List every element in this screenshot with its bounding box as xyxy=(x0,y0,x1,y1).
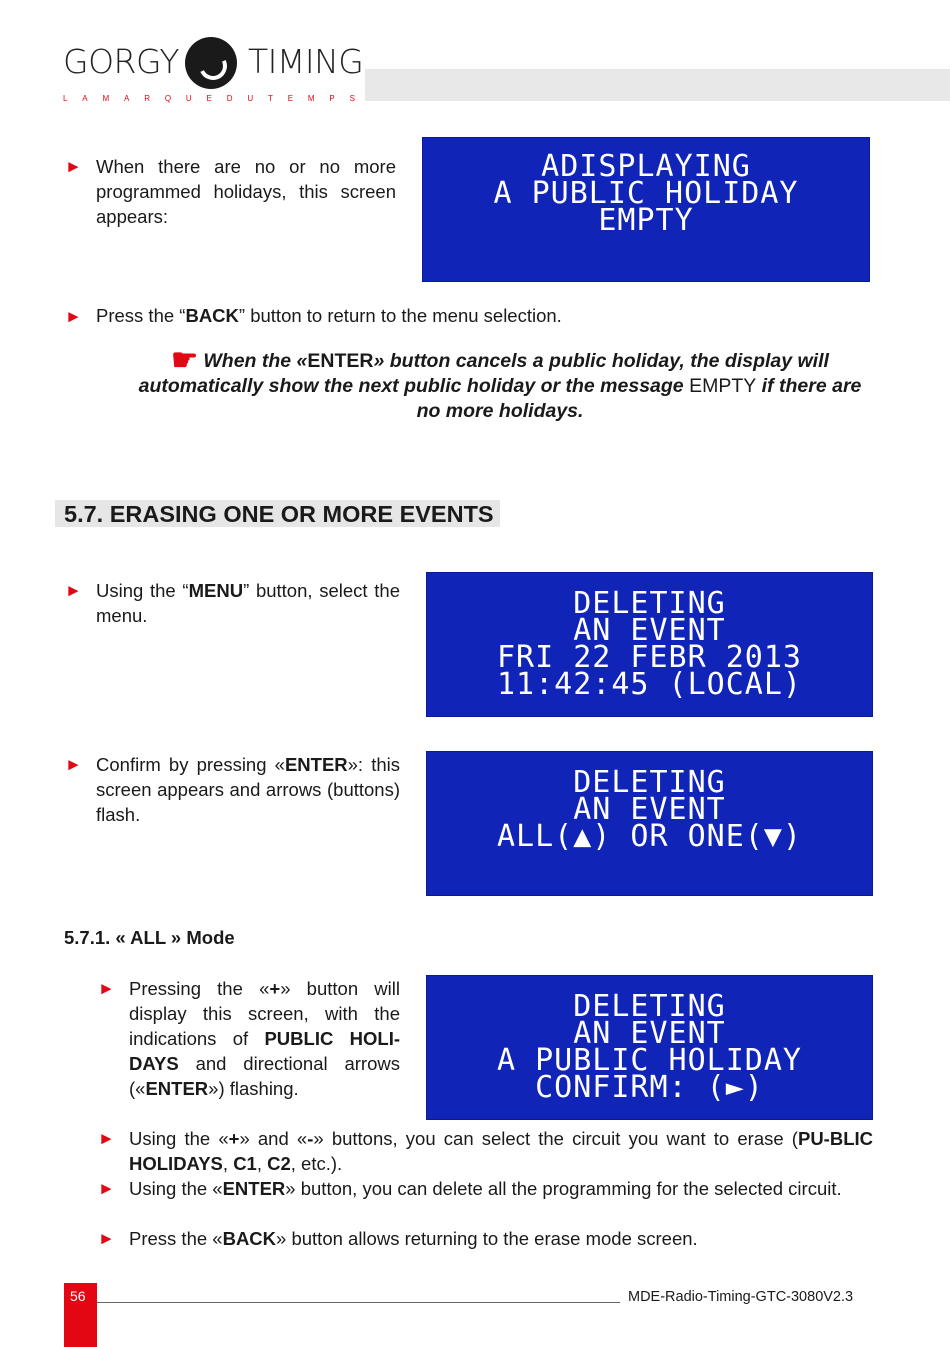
lcd-display-empty xyxy=(422,137,870,282)
pointing-hand-icon: ☛ xyxy=(171,344,198,377)
bullet-icon: ► xyxy=(98,1129,115,1148)
subsection-title: 5.7.1. « ALL » Mode xyxy=(64,927,235,948)
tagline-letter: E xyxy=(206,94,212,103)
tagline-letter: M xyxy=(307,94,315,103)
bullet-icon: ► xyxy=(65,755,82,774)
tagline-letter: P xyxy=(329,94,335,103)
bullet-icon: ► xyxy=(65,157,82,176)
note-enter-cancels: ☛ When the «ENTER» button cancels a public holiday, the display will automatically show the next public holiday or the message EMPTY if there are no more holidays. xyxy=(138,344,862,422)
tagline-letter: A xyxy=(124,94,130,103)
logo-tagline xyxy=(63,94,355,103)
bullet-icon: ► xyxy=(98,1229,115,1248)
page-number: 56 xyxy=(70,1288,86,1304)
bullet-icon: ► xyxy=(98,979,115,998)
paragraph-no-holidays: When there are no or no more programmed holidays, this screen appears: xyxy=(96,156,396,227)
bullet-icon: ► xyxy=(65,307,82,326)
list-item: Press the «BACK» button allows returning to the erase mode screen. xyxy=(129,1228,698,1249)
lcd-line: AN EVENT xyxy=(573,1016,726,1051)
lcd-line: 11:42:45 (LOCAL) xyxy=(497,667,802,702)
tagline-letter: D xyxy=(226,94,233,103)
logo-mark-icon xyxy=(185,37,237,89)
lcd-line: AN EVENT xyxy=(573,613,726,648)
lcd-display-deleting-date xyxy=(426,572,873,717)
lcd-display-confirm xyxy=(426,975,873,1120)
header-bar xyxy=(365,69,950,101)
tagline-letter: E xyxy=(287,94,294,103)
tagline-letter: A xyxy=(82,94,88,103)
lcd-line: DELETING xyxy=(573,765,726,800)
logo-text-left: GORGY xyxy=(63,42,180,81)
bullet-icon: ► xyxy=(65,581,82,600)
lcd-line: AN EVENT xyxy=(573,792,726,827)
lcd-line: ADISPLAYING xyxy=(541,149,751,184)
tagline-letter: M xyxy=(102,94,110,103)
lcd-line: A PUBLIC HOLIDAY xyxy=(497,1043,802,1078)
lcd-line: DELETING xyxy=(573,586,726,621)
section-title: 5.7. ERASING ONE OR MORE EVENTS xyxy=(55,500,500,527)
paragraph-confirm: Confirm by pressing «ENTER»: this screen appears and arrows (buttons) flash. xyxy=(96,754,400,825)
tagline-letter: L xyxy=(63,94,68,103)
document-reference: MDE-Radio-Timing-GTC-3080V2.3 xyxy=(628,1289,854,1305)
paragraph-plus-button: Pressing the «+» button will display this screen, with the indications of PUBLIC HOLI-DAYS and directional arrows («ENTER») flashing. xyxy=(129,978,400,1099)
logo-text-right: TIMING xyxy=(248,42,364,81)
paragraph-back: Press the “BACK” button to return to the menu selection. xyxy=(96,305,562,326)
lcd-line: DELETING xyxy=(573,989,726,1024)
paragraph-menu: Using the “MENU” button, select the menu. xyxy=(96,580,400,626)
bullet-icon: ► xyxy=(98,1179,115,1198)
tagline-letter: S xyxy=(349,94,355,103)
lcd-line: ALL(▲) OR ONE(▼) xyxy=(497,819,802,854)
tagline-letter: R xyxy=(144,94,150,103)
lcd-line: CONFIRM: (►) xyxy=(535,1070,764,1105)
lcd-line: A PUBLIC HOLIDAY xyxy=(493,176,799,211)
lcd-display-all-or-one xyxy=(426,751,873,896)
lcd-line: FRI 22 FEBR 2013 xyxy=(497,640,802,675)
tagline-letter: U xyxy=(185,94,192,103)
list-item: Using the «+» and «-» buttons, you can select the circuit you want to erase (PU-BLIC HOLIDAYS, C1, C2, etc.). xyxy=(129,1128,874,1174)
tagline-letter: T xyxy=(267,94,273,103)
tagline-letter: U xyxy=(247,94,254,103)
tagline-letter: Q xyxy=(164,94,172,103)
list-item: Using the «ENTER» button, you can delete all the programming for the selected circuit. xyxy=(129,1178,842,1199)
lcd-line: EMPTY xyxy=(598,203,694,238)
footer-divider xyxy=(97,1302,620,1303)
